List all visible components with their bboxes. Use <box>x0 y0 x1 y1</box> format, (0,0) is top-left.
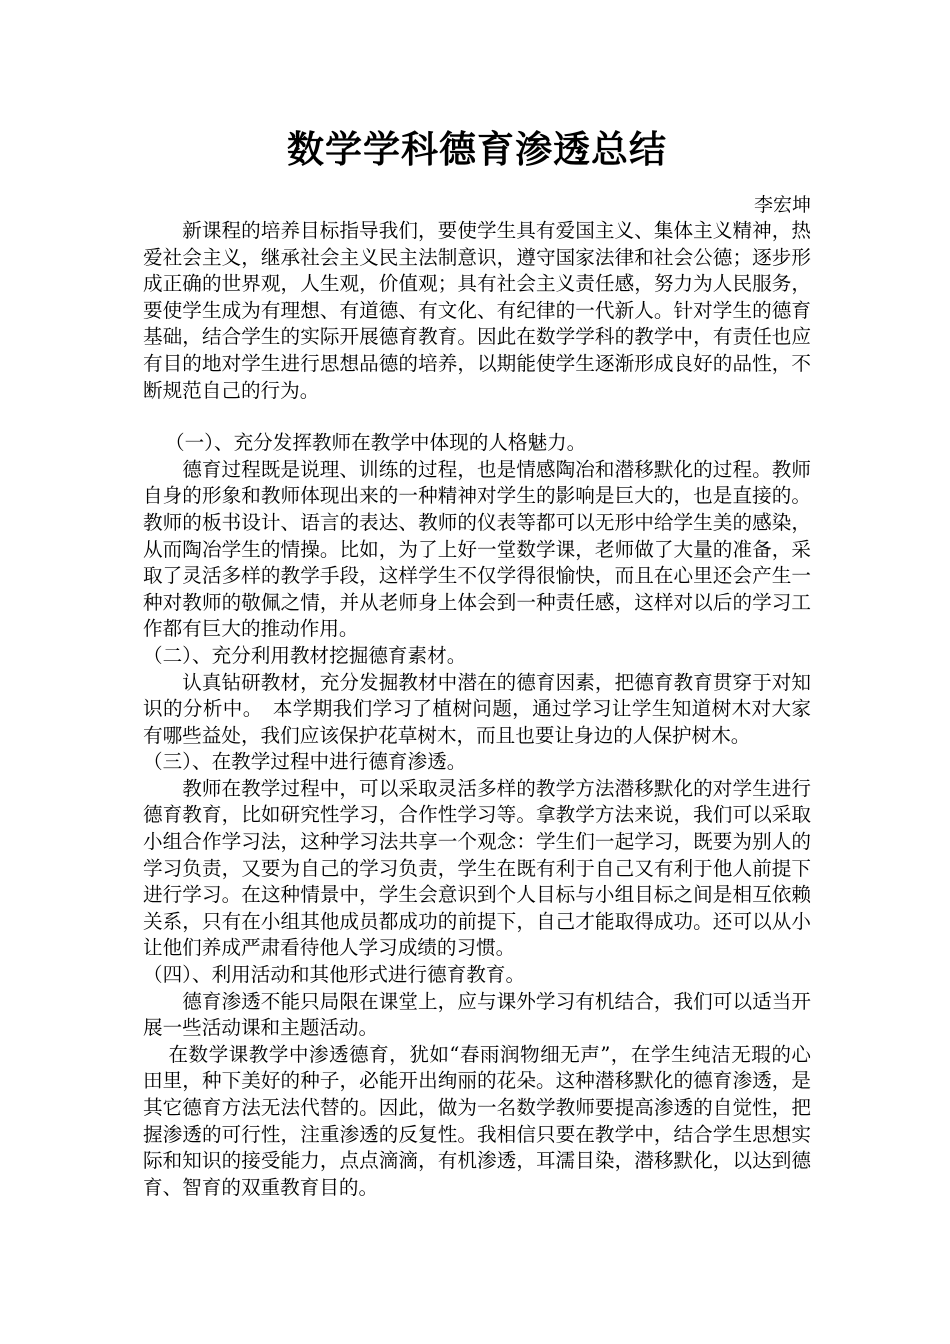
section-2-heading: （二）、充分利用教材挖掘德育素材。 <box>143 643 467 667</box>
section-1-heading: （一）、充分发挥教师在教学中体现的人格魅力。 <box>165 431 587 455</box>
section-4-body: 德育渗透不能只局限在课堂上，应与课外学习有机结合，我们可以适当开展一些活动课和主题活动。 <box>143 989 811 1040</box>
section-1-body: 德育过程既是说理、训练的过程，也是情感陶冶和潜移默化的过程。教师自身的形象和教师体现出来的一种精神对学生的影响是巨大的，也是直接的。教师的板书设计、语言的表达、教师的仪表等都可以无形中给学生美的感染，从而陶冶学生的情操。比如，为了上好一堂数学课，老师做了大量的准备，采取了灵活多样的教学手段，这样学生不仅学得很愉快，而且在心里还会产生一种对教师的敬佩之情，并从老师身上体会到一种责任感，这样对以后的学习工作都有巨大的推动作用。 <box>143 457 811 641</box>
author-name: 李宏坤 <box>753 194 811 216</box>
section-3-body: 教师在教学过程中，可以采取灵活多样的教学方法潜移默化的对学生进行德育教育，比如研究性学习，合作性学习等。拿教学方法来说，我们可以采取小组合作学习法，这种学习法共享一个观念：学生们一起学习，既要为别人的学习负责，又要为自己的学习负责，学生在既有利于自己又有利于他人前提下进行学习。在这种情景中，学生会意识到个人目标与小组目标之间是相互依赖关系，只有在小组其他成员都成功的前提下，自己才能取得成功。还可以从小让他们养成严肃看待他人学习成绩的习惯。 <box>143 776 811 960</box>
document-page <box>143 122 811 1201</box>
section-2-body: 认真钻研教材，充分发掘教材中潜在的德育因素，把德育教育贯穿于对知识的分析中。 本学期我们学习了植树问题，通过学习让学生知道树木对大家有哪些益处，我们应该保护花草树木，而且也要让身边的人保护树木。 <box>143 670 811 747</box>
section-4-heading: （四）、利用活动和其他形式进行德育教育。 <box>143 963 526 987</box>
conclusion-paragraph: 在数学课教学中渗透德育，犹如“春雨润物细无声”，在学生纯洁无瑕的心田里，种下美好的种子，必能开出绚丽的花朵。这种潜移默化的德育渗透，是其它德育方法无法代替的。因此，做为一名数学教师要提高渗透的自觉性，把握渗透的可行性，注重渗透的反复性。我相信只要在教学中，结合学生思想实际和知识的接受能力，点点滴滴，有机渗透，耳濡目染，潜移默化，以达到德育、智育的双重教育目的。 <box>143 1042 811 1199</box>
section-3-heading: （三）、在教学过程中进行德育渗透。 <box>143 750 467 774</box>
intro-paragraph: 新课程的培养目标指导我们，要使学生具有爱国主义、集体主义精神，热爱社会主义，继承社会主义民主法制意识，遵守国家法律和社会公德；逐步形成正确的世界观，人生观，价值观；具有社会主义责任感，努力为人民服务，要使学生成为有理想、有道德、有文化、有纪律的一代新人。针对学生的德育基础，结合学生的实际开展德育教育。因此在数学学科的教学中，有责任也应有目的地对学生进行思想品德的培养，以期能使学生逐渐形成良好的品性，不断规范自己的行为。 <box>143 219 811 402</box>
document-title: 数学学科德育渗透总结 <box>287 128 667 171</box>
